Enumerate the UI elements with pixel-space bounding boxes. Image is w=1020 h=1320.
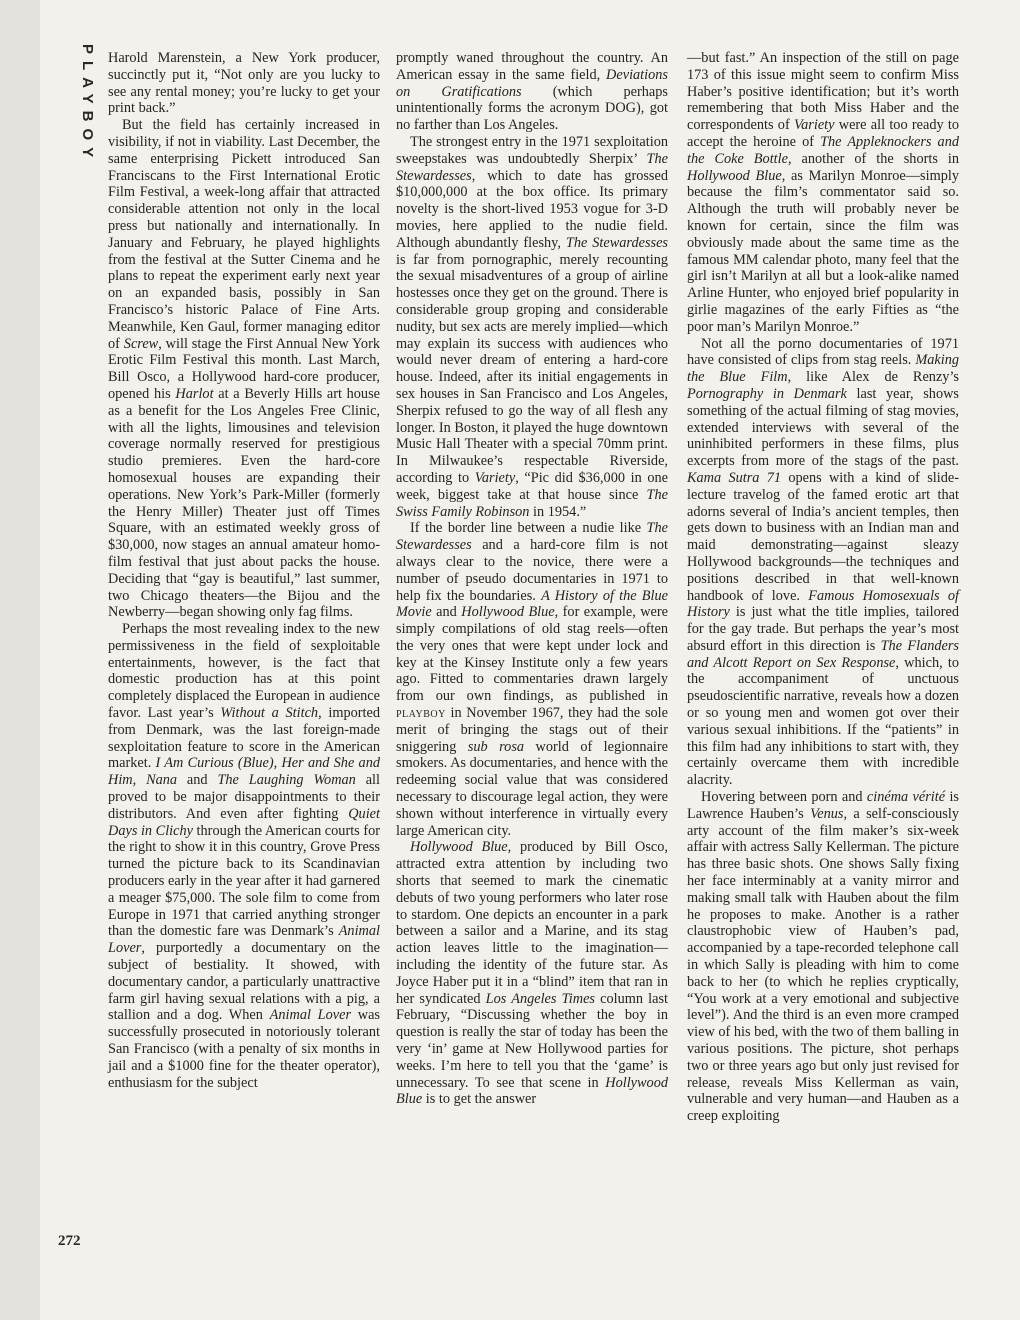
italic-title: The Appleknockers and the Coke Bottle bbox=[687, 133, 960, 167]
article-paragraph bbox=[687, 50, 959, 336]
paragraph-text: Perhaps the most revealing index to the new permissiveness in the field of sexploitable entertainments, however, is the fact that domestic production has at this point completely displaced the European in audience favor. Last year’s bbox=[108, 621, 380, 722]
paragraph-text: and a hard-core film is not always clear to the novice, there were a number of pseudo documentaries in 1971 to help fix the boundaries. bbox=[396, 537, 668, 604]
italic-title: Harlot bbox=[175, 385, 214, 402]
italic-title: The Stewardesses bbox=[565, 234, 668, 251]
paragraph-text: If the border line between a nudie like bbox=[410, 520, 647, 537]
paragraph-text: playboy bbox=[396, 705, 446, 722]
italic-title: Variety bbox=[474, 469, 516, 486]
paragraph-text: Not all the porno documentaries of 1971 have consisted of clips from stag reels. bbox=[687, 335, 959, 369]
paragraph-text: world of legionnaire smokers. As documentaries, and hence with the redeeming social value that was considered necessary to discourage legal action, they were shown without interference in virtually every large American city. bbox=[396, 738, 668, 839]
italic-title: Venus bbox=[810, 805, 844, 822]
article-paragraph bbox=[687, 336, 959, 790]
article-paragraph bbox=[687, 789, 959, 1125]
text-column-1 bbox=[108, 50, 380, 1091]
paragraph-text: , produced by Bill Osco, attracted extra attention by including two shorts that seemed to mark the cinematic debuts of two young performers who later rose to stardom. One depicts an encounter in a park between a sailor and a Marine, and its stag action leaves little to the imagination—including the identity of the future star. As Joyce Haber put it in a “blind” item that ran in her syndicated bbox=[396, 839, 668, 1007]
italic-title: The Stewardesses bbox=[396, 150, 668, 184]
italic-title: Famous Homosexuals of History bbox=[687, 587, 959, 621]
paragraph-text: , which, to the accompaniment of unctuous pseudoscientific narrative, reveals how a dozen or so young men and women got over their various sexual inhibitions. If the “patients” in this film had any inhibitions to start with, they certainly overcame them with incredible alacrity. bbox=[687, 654, 960, 789]
italic-title: Pornography in Denmark bbox=[687, 385, 847, 402]
paragraph-text: But the field has certainly increased in visibility, if not in viability. Last December, the same enterprising Pickett introduced San Franciscans to the First International Erotic Film Festival, a week-long affair that attracted considerable attention not only in the local press but nationally and internationally. In January and February, he played highlights from the festival at the Sutter Cinema and he plans to repeat the experiment early next year on an expanded basis, possibly in San Francisco’s historic Palace of Fine Arts. Meanwhile, Ken Gaul, former managing editor of bbox=[108, 117, 380, 352]
paragraph-text: , will stage the First Annual New York Erotic Film Festival this month. Last March, Bill Osco, a Hollywood hard-core producer, opened his bbox=[108, 335, 380, 402]
paragraph-text: , another of the shorts in bbox=[787, 150, 959, 167]
article-paragraph bbox=[396, 520, 668, 839]
article-paragraph bbox=[396, 50, 668, 134]
italic-title: Hollywood Blue bbox=[687, 167, 782, 184]
italic-title: Hollywood Blue bbox=[396, 1074, 668, 1108]
article-paragraph bbox=[396, 839, 668, 1108]
paragraph-text: opens with a kind of slide-lecture travelog of the famed erotic art that adorns several of India’s ancient temples, then gets down to business with an Indian man and maid demonstrating—against sleazy Hollywood backgrounds—the techniques and positions described in that well-known handbook of love. bbox=[687, 469, 959, 604]
paragraph-text: in 1954.” bbox=[529, 503, 587, 520]
paragraph-text: The strongest entry in the 1971 sexploitation sweepstakes was undoubtedly Sherpix’ bbox=[396, 133, 668, 167]
italic-title: Animal Lover bbox=[108, 923, 380, 957]
page-gutter bbox=[0, 0, 40, 1320]
magazine-name: PLAYBOY bbox=[79, 44, 96, 165]
text-column-3 bbox=[687, 50, 959, 1125]
italic-title: Making the Blue Film bbox=[687, 352, 959, 386]
italic-title: Variety bbox=[793, 117, 835, 134]
paragraph-text: is Lawrence Hauben’s bbox=[687, 789, 959, 822]
italic-title: A History of the Blue Movie bbox=[396, 587, 668, 621]
page-number: 272 bbox=[58, 1233, 81, 1249]
paragraph-text: at a Beverly Hills art house as a benefit for the Los Angeles Free Clinic, with all the lights, limousines and television coverage normally reserved for prestigious studio premieres. Even the hard-core homosexual houses are expanding their operations. New York’s Park-Miller (formerly the Henry Miller) Theater just off Times Square, with an estimated weekly gross of $30,000, now stages an annual amateur homo-film festival that just about packs the house. Deciding that “gay is beautiful,” last summer, two Chicago theaters—the Bijou and the Newberry—began showing only fag films. bbox=[108, 385, 380, 621]
italic-title: Deviations on Gratifications bbox=[396, 66, 668, 100]
paragraph-text: —but fast.” An inspection of the still on page 173 of this issue might seem to confirm Miss Haber’s positive identification; but it’s worth remembering that both Miss Haber and the correspondents of bbox=[687, 50, 959, 134]
paragraph-text: , “Pic did $36,000 in one week, biggest take at that house since bbox=[396, 469, 668, 503]
paragraph-text: column last February, “Discussing whether the boy in question is really the star of today has been the very ‘in’ game at New Hollywood parties for weeks. I’m here to tell you that the ‘game’ is unnecessary. To see that scene in bbox=[396, 990, 668, 1091]
italic-title: sub rosa bbox=[467, 738, 525, 755]
paragraph-text: and bbox=[177, 772, 218, 789]
italic-title: The Swiss Family Robinson bbox=[396, 486, 668, 520]
italic-title: The Flanders and Alcott Report on Sex Response bbox=[687, 637, 959, 671]
italic-title: The Laughing Woman bbox=[217, 772, 356, 789]
italic-title: I Am Curious (Blue), Her and She and Him, Nana bbox=[108, 755, 380, 789]
paragraph-text: is to get the answer bbox=[422, 1091, 537, 1108]
paragraph-text: is just what the title implies, tailored for the gay trade. But perhaps the year’s most absurd effort in this direction is bbox=[687, 604, 959, 654]
paragraph-text: through the American courts for the right to show it in this country, Grove Press turned the picture back to its Scandinavian producers early in the year after it had garnered a meager $75,000. The sole film to come from Europe in 1971 that carried anything stronger than the domestic fare was Denmark’s bbox=[108, 822, 380, 940]
paragraph-text: in November 1967, they had the sole merit of bringing the stags out of their sniggering bbox=[396, 705, 668, 755]
paragraph-text: , for example, were simply compilations of old stag reels—often the very ones that were kept under lock and key at the Kinsey Institute only a few years ago. Fitted to commentaries drawn largely from our own findings, as published in bbox=[396, 604, 668, 705]
italic-title: Hollywood Blue bbox=[410, 839, 508, 856]
paragraph-text: Hovering between porn and bbox=[701, 789, 867, 806]
italic-title: Hollywood Blue bbox=[461, 604, 555, 621]
italic-title: Without a Stitch bbox=[220, 705, 319, 722]
paragraph-text: , imported from Denmark, was the last foreign-made sexploitation feature to score in the American market. bbox=[108, 705, 380, 772]
italic-title: Screw bbox=[123, 335, 159, 352]
paragraph-text: and bbox=[431, 604, 462, 621]
article-paragraph bbox=[108, 621, 380, 1091]
paragraph-text: all proved to be major disappointments to their distributors. And even after fighting bbox=[108, 772, 380, 822]
italic-title: Animal Lover bbox=[269, 1007, 352, 1024]
paragraph-text: were all too ready to accept the heroine of bbox=[687, 117, 959, 150]
paragraph-text: Harold Marenstein, a New York producer, succinctly put it, “Not only are you lucky to see any rental money; you’re lucky to get your print back.” bbox=[108, 50, 380, 117]
italic-title: cinéma vérité bbox=[866, 789, 946, 806]
italic-title: The Stewardesses bbox=[396, 520, 668, 554]
paragraph-text: is far from pornographic, merely recounting the sexual misadventures of a group of airline hostesses once they get on the ground. There is considerable group groping and considerable nudity, but sex acts are merely implied—which may explain its success with audiences who would never dream of entering a hard-core house. Indeed, after its initial engagements in sex houses in San Francisco and Los Angeles, Sherpix refused to go the way of all flesh any longer. In Boston, it played the huge downtown Music Hall Theater with a special 70mm print. In Milwaukee’s respectable Riverside, according to bbox=[396, 251, 669, 486]
italic-title: Los Angeles Times bbox=[485, 990, 595, 1007]
paragraph-text: (which perhaps unintentionally forms the acronym DOG), got no farther than Los Angeles. bbox=[396, 83, 668, 134]
paragraph-text: , as Marilyn Monroe—simply because the film’s commentator said so. Although the truth will probably never be known for certain, since the film was obviously made about the same time as the famous MM calendar photo, many feel that the girl isn’t Marilyn at all but a look-alike named Arline Hunter, who enjoyed brief popularity in girlie magazines of the early Fifties as “the poor man’s Marilyn Monroe.” bbox=[687, 167, 959, 335]
running-head bbox=[66, 44, 106, 204]
text-column-2 bbox=[396, 50, 668, 1108]
paragraph-text: , like Alex de Renzy’s bbox=[787, 369, 959, 386]
article-paragraph bbox=[108, 117, 380, 621]
article-paragraph bbox=[396, 134, 668, 520]
paragraph-text: was successfully prosecuted in notoriously tolerant San Francisco (with a penalty of six months in jail and a $1000 fine for the theater operator), enthusiasm for the subject bbox=[108, 1007, 380, 1091]
italic-title: Quiet Days in Clichy bbox=[108, 805, 380, 839]
paragraph-text: promptly waned throughout the country. An American essay in the same field, bbox=[396, 50, 668, 83]
paragraph-text: , which to date has grossed $10,000,000 at the box office. Its primary novelty is the short-lived 1953 vogue for 3-D movies, here applied to the nudie field. Although abundantly fleshy, bbox=[396, 167, 668, 251]
italic-title: Kama Sutra 71 bbox=[687, 469, 782, 486]
paragraph-text: , purportedly a documentary on the subject of bestiality. It showed, with documentary candor, a particularly unattractive farm girl having sexual relations with a pig, a stallion and a dog. When bbox=[108, 940, 380, 1024]
paragraph-text: last year, shows something of the actual filming of stag movies, extended interviews with several of the uninhibited performers in these films, plus excerpts from more of the stags of the past. bbox=[687, 385, 959, 470]
article-paragraph bbox=[108, 50, 380, 117]
paragraph-text: , a self-consciously arty account of the film maker’s six-week affair with actress Sally Kellerman. The picture has three basic shots. One shows Sally fixing her face interminably at a vanity mirror and making small talk with Hauben about the film he proposes to make. Another is a rather claustrophobic view of Hauben’s pad, accompanied by a tape-recorded telephone call in which Sally is pleading with him to come back to her (to which he replies cryptically, “You work at a very emotional and subjective level”). And the third is an even more cramped view of his bed, with the two of them balling in various positions. The picture, shot perhaps two or three years ago but only just revised for release, reveals Miss Kellerman as vain, vulnerable and very human—and Hauben as a creep exploiting bbox=[687, 805, 959, 1125]
